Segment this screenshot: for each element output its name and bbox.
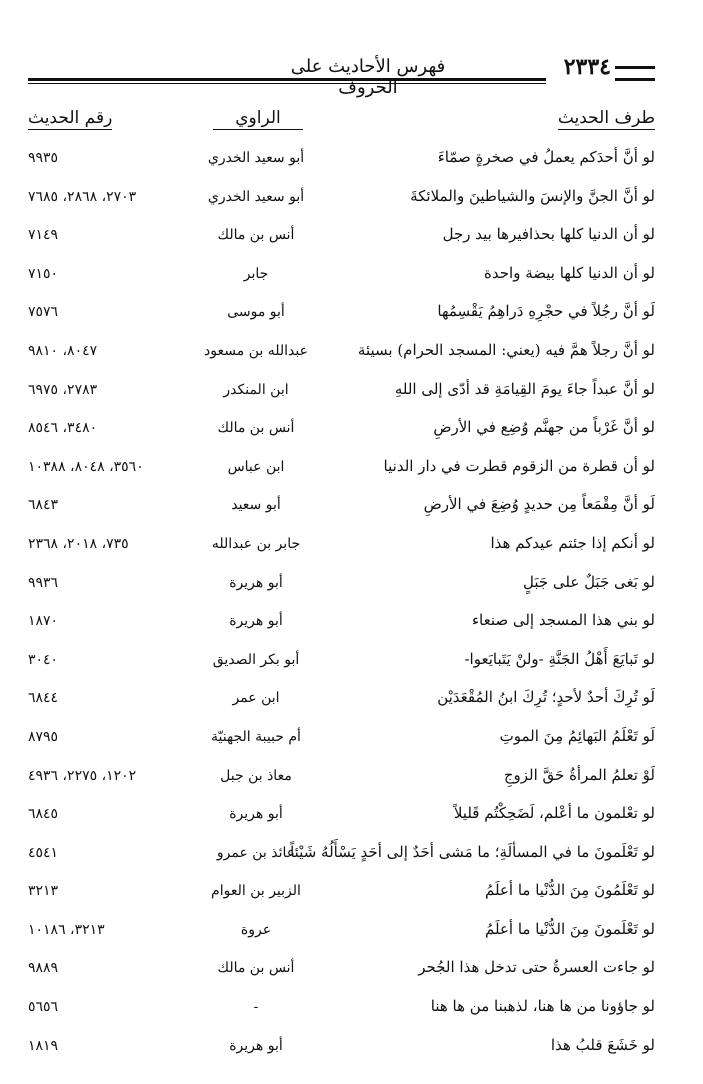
hadith-text: لو أن الدنيا كلها بحذافيرها بيد رجل <box>442 225 655 244</box>
narrator: أبو سعيد الخدري <box>207 188 305 205</box>
hadith-number: ٩٩٣٦ <box>28 574 59 591</box>
hadith-text: لو تَعْلَمُونَ مِنَ الدُّنْيا ما أعلَمُ <box>485 881 655 900</box>
page-number: ٢٣٣٤ <box>563 54 611 80</box>
narrator: جابر <box>243 265 269 282</box>
hadith-text: لو أنكم إذا جئتم عيدكم هذا <box>490 533 655 552</box>
page-title: فهرس الأحاديث على الحروف <box>290 56 446 98</box>
narrator: ابن عباس <box>227 458 285 475</box>
narrator: أبو موسى <box>227 304 285 321</box>
table-row <box>28 449 655 488</box>
table-row <box>28 294 655 333</box>
table-row <box>28 179 655 218</box>
hadith-text: لو جاءت العسرةُ حتى تدخل هذا الجُحر <box>418 958 655 977</box>
hadith-number: ٤٥٤١ <box>28 844 59 861</box>
hadith-number: ٧١٥٠ <box>28 265 59 282</box>
hadith-text: لو تَعْلَمونَ ما في المسألَةِ؛ ما مَشى أحَدٌ إلى أحَدٍ يَسْأَلُهُ شَيْئاً <box>290 842 655 861</box>
column-headers <box>28 108 655 138</box>
narrator: أنس بن مالك <box>217 227 295 244</box>
hadith-number: ١٨٧٠ <box>28 613 59 630</box>
hadith-number: ٣٤٨٠، ٨٥٤٦ <box>28 420 98 437</box>
hadith-number: ٧١٤٩ <box>28 227 59 244</box>
narrator: أبو سعيد الخدري <box>207 150 305 166</box>
hadith-text: لو أنَّ غَرْباً من جهنَّم وُضِع في الأرضِ <box>433 418 655 437</box>
narrator: أبو سعيد <box>231 497 281 514</box>
hadith-number: ٨٠٤٧، ٩٨١٠ <box>28 342 98 359</box>
hadith-text: لَو أنَّ رجُلاً في حجْرِهِ دَراهِمُ يَقْسِمُها <box>437 302 655 321</box>
page-header <box>28 52 655 98</box>
hadith-text: لَوْ تعلمُ المرأةُ حَقَّ الزوجِ <box>503 765 655 784</box>
hadith-text: لو تَعْلَمونَ مِنَ الدُّنْيا ما أعلَمُ <box>485 919 655 938</box>
narrator: عائذ بن عمرو <box>216 844 296 861</box>
hadith-number: ٧٣٥، ٢٠١٨، ٢٣٦٨ <box>28 535 129 552</box>
table-row <box>28 256 655 295</box>
narrator: أبو هريرة <box>229 574 283 591</box>
hadith-text: لو بني هذا المسجد إلى صنعاء <box>471 611 655 630</box>
hadith-number: ٢٧٨٣، ٦٩٧٥ <box>28 381 98 398</box>
table-row <box>28 912 655 951</box>
table-row <box>28 410 655 449</box>
narrator: ابن المنكدر <box>223 381 289 398</box>
narrator: معاذ بن جبل <box>220 767 292 784</box>
table-row <box>28 835 655 874</box>
header-rule-right-top <box>615 66 655 69</box>
hadith-number: ٩٩٣٥ <box>28 150 59 166</box>
narrator: أنس بن مالك <box>217 960 295 977</box>
column-header-hadith: طرف الحديث <box>557 108 655 128</box>
narrator: عبدالله بن مسعود <box>204 342 308 359</box>
table-row <box>28 603 655 642</box>
table-row <box>28 1028 655 1067</box>
table-row <box>28 565 655 604</box>
table-row <box>28 140 655 179</box>
hadith-number: ١٨١٩ <box>28 1037 59 1054</box>
hadith-text: لو تَبايَعَ أَهْلُ الجَنَّةِ -ولنْ يَتَبايَعوا- <box>464 649 655 668</box>
narrator: أبو هريرة <box>229 613 283 630</box>
hadith-number: ١٢٠٢، ٢٢٧٥، ٤٩٣٦ <box>28 767 137 784</box>
narrator: أبو هريرة <box>229 1037 283 1054</box>
narrator: أم حبيبة الجهنيّة <box>211 728 301 745</box>
narrator: الزبير بن العوام <box>211 883 301 900</box>
hadith-number: ٧٥٧٦ <box>28 304 59 321</box>
narrator: جابر بن عبدالله <box>211 535 301 552</box>
table-row <box>28 642 655 681</box>
hadith-text: لو جاؤونا من ها هنا، لذهبنا من ها هنا <box>430 997 655 1016</box>
hadith-text: لَو تَعْلَمُ البَهائِمُ مِنَ الموتِ <box>499 726 655 745</box>
table-row <box>28 989 655 1028</box>
narrator: أبو هريرة <box>229 806 283 823</box>
column-header-rawi: الراوي <box>213 108 303 130</box>
hadith-number: ٣٢١٣، ١٠١٨٦ <box>28 921 105 938</box>
table-row <box>28 526 655 565</box>
hadith-text: لو خَشَعَ قلبُ هذا <box>550 1035 655 1054</box>
hadith-number: ٥٦٥٦ <box>28 999 59 1016</box>
hadith-index-list <box>28 140 655 1066</box>
narrator: - <box>253 999 259 1016</box>
hadith-text: لَو تُرِكَ أحدٌ لأحدٍ؛ تُرِكَ ابنُ المُقْعَدَيْن <box>437 688 655 707</box>
table-row <box>28 372 655 411</box>
hadith-text: لو أنَّ الجنَّ والإنسَ والشياطينَ والملائكةَ <box>410 186 655 205</box>
hadith-text: لو أن الدنيا كلها بيضة واحدة <box>484 263 655 282</box>
table-row <box>28 217 655 256</box>
table-row <box>28 680 655 719</box>
hadith-text: لَو أنَّ مِقْمَعاً مِن حديدٍ وُضِعَ في الأرضِ <box>423 495 655 514</box>
hadith-number: ٣٥٦٠، ٨٠٤٨، ١٠٣٨٨ <box>28 458 144 475</box>
table-row <box>28 873 655 912</box>
narrator: عروة <box>240 921 272 938</box>
hadith-number: ٦٨٤٣ <box>28 497 59 514</box>
hadith-number: ٢٧٠٣، ٢٨٦٨، ٧٦٨٥ <box>28 188 137 205</box>
hadith-text: لو تعْلمون ما أعْلم، لَضَحِكْتُم قَليلاً <box>453 804 655 823</box>
narrator: أنس بن مالك <box>217 420 295 437</box>
hadith-number: ٩٨٨٩ <box>28 960 59 977</box>
table-row <box>28 487 655 526</box>
hadith-number: ٦٨٤٥ <box>28 806 59 823</box>
hadith-text: لو أن قطرة من الزقوم قطرت في دار الدنيا <box>383 456 655 475</box>
table-row <box>28 333 655 372</box>
table-row <box>28 758 655 797</box>
narrator: ابن عمر <box>232 690 280 707</box>
hadith-number: ٣٢١٣ <box>28 883 59 900</box>
table-row <box>28 796 655 835</box>
hadith-number: ٣٠٤٠ <box>28 651 59 668</box>
hadith-text: لو أنَّ رجلاً همَّ فيه (يعني: المسجد الحرام) بسيئة <box>357 340 655 359</box>
table-row <box>28 950 655 989</box>
column-header-number: رقم الحديث <box>28 108 113 128</box>
hadith-text: لو أنَّ عبداً جاءَ يومَ القِيامَةِ قد أدّى إلى اللهِ <box>394 379 655 398</box>
hadith-number: ٨٧٩٥ <box>28 728 59 745</box>
header-rule-right-bottom <box>615 78 655 81</box>
hadith-text: لو بَغى جَبَلٌ على جَبَلٍ <box>522 572 655 591</box>
narrator: أبو بكر الصديق <box>212 651 300 668</box>
table-row <box>28 719 655 758</box>
hadith-number: ٦٨٤٤ <box>28 690 59 707</box>
hadith-text: لو أنَّ أحدَكم يعملُ في صخرةٍ صمّاءَ <box>437 148 655 166</box>
